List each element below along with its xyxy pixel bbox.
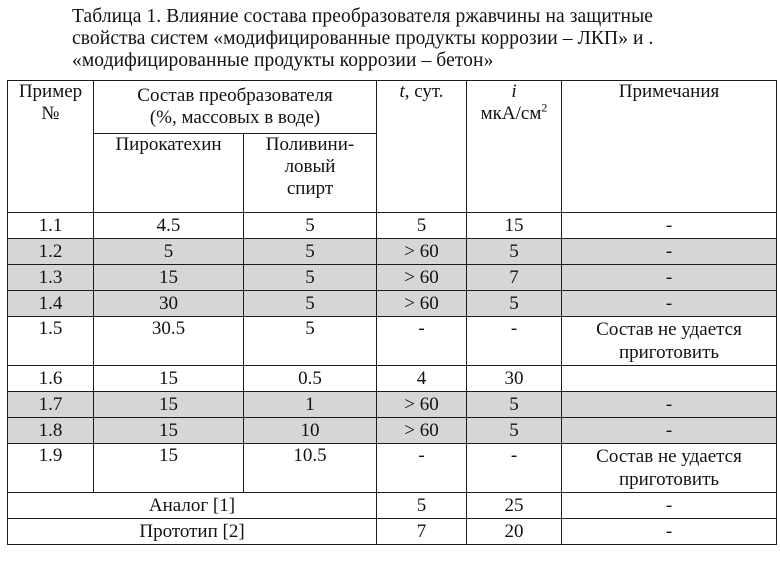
- cell-no: 1.4: [8, 291, 94, 317]
- cell-pyro: 15: [94, 366, 244, 392]
- cell-t: > 60: [377, 418, 467, 444]
- header-example: Пример №: [8, 81, 94, 213]
- header-pva: Поливини- ловый спирт: [244, 134, 377, 213]
- cell-pva: 10: [244, 418, 377, 444]
- table-caption: [72, 6, 772, 72]
- cell-i: 5: [467, 291, 562, 317]
- cell-no: 1.8: [8, 418, 94, 444]
- cell-i: 20: [467, 519, 562, 545]
- caption-line-2: свойства систем «модифицированные продукты коррозии – ЛКП» и .: [72, 28, 654, 49]
- table-row: [8, 239, 777, 265]
- cell-no: 1.1: [8, 213, 94, 239]
- cell-pyro: 15: [94, 418, 244, 444]
- cell-no: 1.9: [8, 444, 94, 493]
- cell-pyro: 15: [94, 392, 244, 418]
- cell-no: 1.6: [8, 366, 94, 392]
- table-row: [8, 317, 777, 366]
- cell-pyro: 30.5: [94, 317, 244, 366]
- cell-i: 5: [467, 239, 562, 265]
- cell-i: 30: [467, 366, 562, 392]
- header-notes: Примечания: [562, 81, 777, 213]
- cell-pyro: 15: [94, 265, 244, 291]
- cell-no: 1.2: [8, 239, 94, 265]
- cell-note: Состав не удается приготовить: [562, 317, 777, 366]
- cell-t: 5: [377, 213, 467, 239]
- cell-t: 7: [377, 519, 467, 545]
- cell-i: -: [467, 317, 562, 366]
- cell-t: > 60: [377, 265, 467, 291]
- cell-label: Прототип [2]: [8, 519, 377, 545]
- cell-t: -: [377, 444, 467, 493]
- cell-t: > 60: [377, 392, 467, 418]
- header-t: t, сут.: [377, 81, 467, 213]
- cell-note: -: [562, 265, 777, 291]
- cell-i: 15: [467, 213, 562, 239]
- cell-i: -: [467, 444, 562, 493]
- cell-i: 5: [467, 392, 562, 418]
- cell-note: -: [562, 519, 777, 545]
- cell-pva: 1: [244, 392, 377, 418]
- caption-line-3: «модифицированные продукты коррозии – бетон»: [72, 50, 494, 71]
- table-row-prototype: [8, 519, 777, 545]
- cell-note: -: [562, 493, 777, 519]
- cell-t: -: [377, 317, 467, 366]
- composition-table: [7, 80, 777, 545]
- cell-pva: 5: [244, 239, 377, 265]
- cell-pva: 5: [244, 213, 377, 239]
- cell-note: -: [562, 291, 777, 317]
- cell-pyro: 5: [94, 239, 244, 265]
- cell-pva: 0.5: [244, 366, 377, 392]
- table-row: [8, 444, 777, 493]
- table-row: [8, 418, 777, 444]
- cell-t: > 60: [377, 291, 467, 317]
- cell-note: -: [562, 392, 777, 418]
- cell-no: 1.5: [8, 317, 94, 366]
- cell-i: 5: [467, 418, 562, 444]
- cell-t: > 60: [377, 239, 467, 265]
- cell-i: 7: [467, 265, 562, 291]
- header-composition: Состав преобразователя (%, массовых в воде): [94, 81, 377, 134]
- table-row: [8, 265, 777, 291]
- header-row-1: [8, 81, 777, 134]
- cell-note: -: [562, 213, 777, 239]
- table-row: [8, 392, 777, 418]
- cell-i: 25: [467, 493, 562, 519]
- table-row-analog: [8, 493, 777, 519]
- cell-no: 1.7: [8, 392, 94, 418]
- cell-note: -: [562, 239, 777, 265]
- table-row: [8, 213, 777, 239]
- cell-pyro: 30: [94, 291, 244, 317]
- caption-line-1: Таблица 1. Влияние состава преобразователя ржавчины на защитные: [72, 6, 654, 27]
- header-i: i мкА/$см^2$: [467, 81, 562, 213]
- cell-note: Состав не удается приготовить: [562, 444, 777, 493]
- cell-label: Аналог [1]: [8, 493, 377, 519]
- cell-pva: 10.5: [244, 444, 377, 493]
- cell-pyro: 4.5: [94, 213, 244, 239]
- cell-pva: 5: [244, 317, 377, 366]
- cell-t: 5: [377, 493, 467, 519]
- cell-no: 1.3: [8, 265, 94, 291]
- cell-t: 4: [377, 366, 467, 392]
- cell-pva: 5: [244, 265, 377, 291]
- header-pyrocatechol: Пирокатехин: [94, 134, 244, 213]
- cell-note: -: [562, 418, 777, 444]
- cell-pyro: 15: [94, 444, 244, 493]
- table-row: [8, 291, 777, 317]
- cell-pva: 5: [244, 291, 377, 317]
- cell-note: [562, 366, 777, 392]
- table-row: [8, 366, 777, 392]
